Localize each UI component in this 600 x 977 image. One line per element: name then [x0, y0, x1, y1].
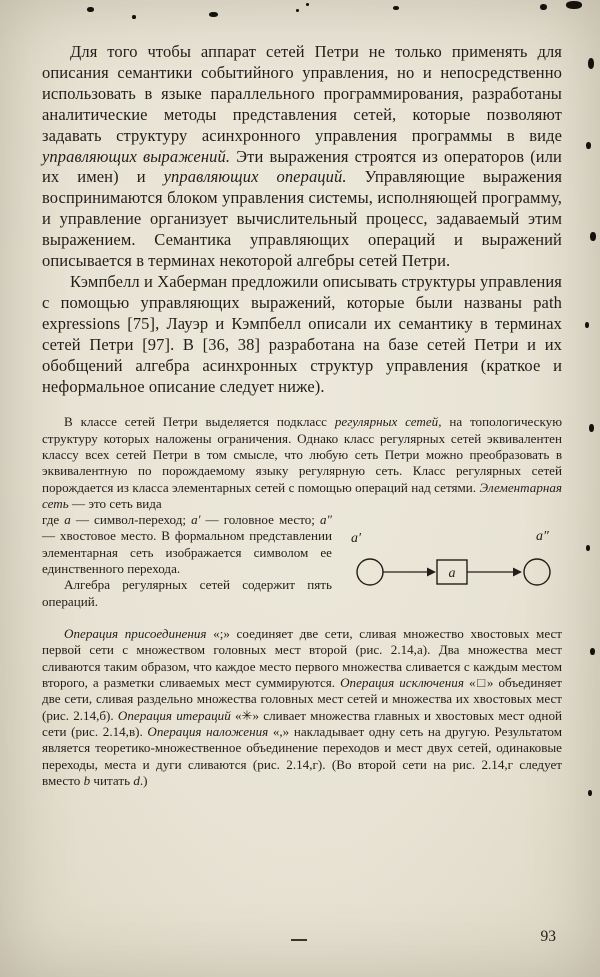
figure-label-tail-place: a″: [536, 529, 549, 545]
paragraph-4: где a — символ-переход; a′ — головное место; a″ — хвостовое место. В формальном представлении элементарная сеть изображается символом ее единственного перехода.: [42, 512, 332, 577]
scan-speck: [566, 1, 582, 9]
elementary-net-diagram: [348, 528, 562, 594]
paragraph-1: Для того чтобы аппарат сетей Петри не только применять для описания семантики событийного управления, но и непосредственно использовать в языке параллельного программирования, разработаны аналитические методы представления сетей, которые позволяют задавать структуру асинхронного управления программы в виде управляющих выражений. Эти выражения строятся из операторов (или их имен) и управляющих операций. Управляющие выражения воспринимаются блоком управления системы, исполняющей программу, и управление организует вычислительный процесс, задаваемый этим выражением. Семантика управляющих операций и выражений описывается в терминах некоторой алгебры сетей Петри.: [42, 42, 563, 271]
scan-speck: [540, 4, 547, 10]
scan-dash: [291, 939, 307, 941]
page-text: [42, 42, 562, 789]
small-print-section: [42, 414, 562, 789]
paragraph-6: Операция присоединения «;» соединяет две сети, сливая множество хвостовых мест первой сети с множеством головных мест второй (рис. 2.14,а). Два множества мест сливаются таким образом, что каждое место первого множества сливается с каждым местом второго, а разметки сливаемых мест суммируются. Операция исключения «□» объединяет две сети, сливая раздельно множества головных мест сетей и множества их хвостовых мест (рис. 2.14,б). Операция итераций «✳» сливает множества главных и хвостовых мест одной сети (рис. 2.14,в). Операция наложения «,» накладывает одну сеть на другую. Результатом является теоретико-множественное объединение переходов и мест двух сетей, одинаковые переходы, места и дуги сливаются (рис. 2.14,г). (Во второй сети на рис. 2.14,г следует вместо b читать d.): [42, 626, 562, 788]
scan-speck: [296, 9, 299, 12]
scan-speck: [588, 790, 592, 796]
scan-speck: [585, 322, 589, 328]
scan-speck: [586, 142, 591, 149]
scan-speck: [590, 232, 596, 241]
scan-speck: [588, 58, 594, 69]
paragraph-3: В классе сетей Петри выделяется подкласс регулярных сетей, на топологическую структуру которых наложены ограничения. Однако класс регулярных сетей эквивалентен классу всех сетей Петри в том смысле, что любую сеть Петри можно преобразовать в эквивалентную по порождаемому языку регулярную сеть. Класс регулярных сетей порождается из класса элементарных сетей с помощью операций над сетями. Элементарная сеть — это сеть вида: [42, 414, 562, 511]
paragraph-2: Кэмпбелл и Хаберман предложили описывать структуры управления с помощью управляющих выражений, которые были названы path expressions [75], Лауэр и Кэмпбелл описали их семантику в терминах сетей Петри [97]. В [36, 38] разработана на базе сетей Петри и их обобщений алгебра асинхронных структур управления (краткое и неформальное описание следует ниже).: [42, 271, 562, 396]
tail-place-circle: [524, 559, 550, 585]
scan-speck: [589, 424, 594, 432]
head-place-circle: [357, 559, 383, 585]
scan-speck: [393, 6, 399, 10]
page-number: 93: [540, 928, 556, 945]
scan-speck: [209, 12, 218, 17]
figure-label-transition: a: [448, 566, 456, 582]
scan-speck: [590, 648, 595, 655]
scan-speck: [306, 3, 309, 6]
scan-speck: [132, 15, 136, 19]
paragraph-5: Алгебра регулярных сетей содержит пять операций.: [42, 577, 332, 609]
figure-elementary-net: [344, 514, 562, 626]
scan-speck: [87, 7, 94, 12]
scan-speck: [586, 545, 590, 551]
figure-label-head-place: a′: [351, 531, 362, 547]
